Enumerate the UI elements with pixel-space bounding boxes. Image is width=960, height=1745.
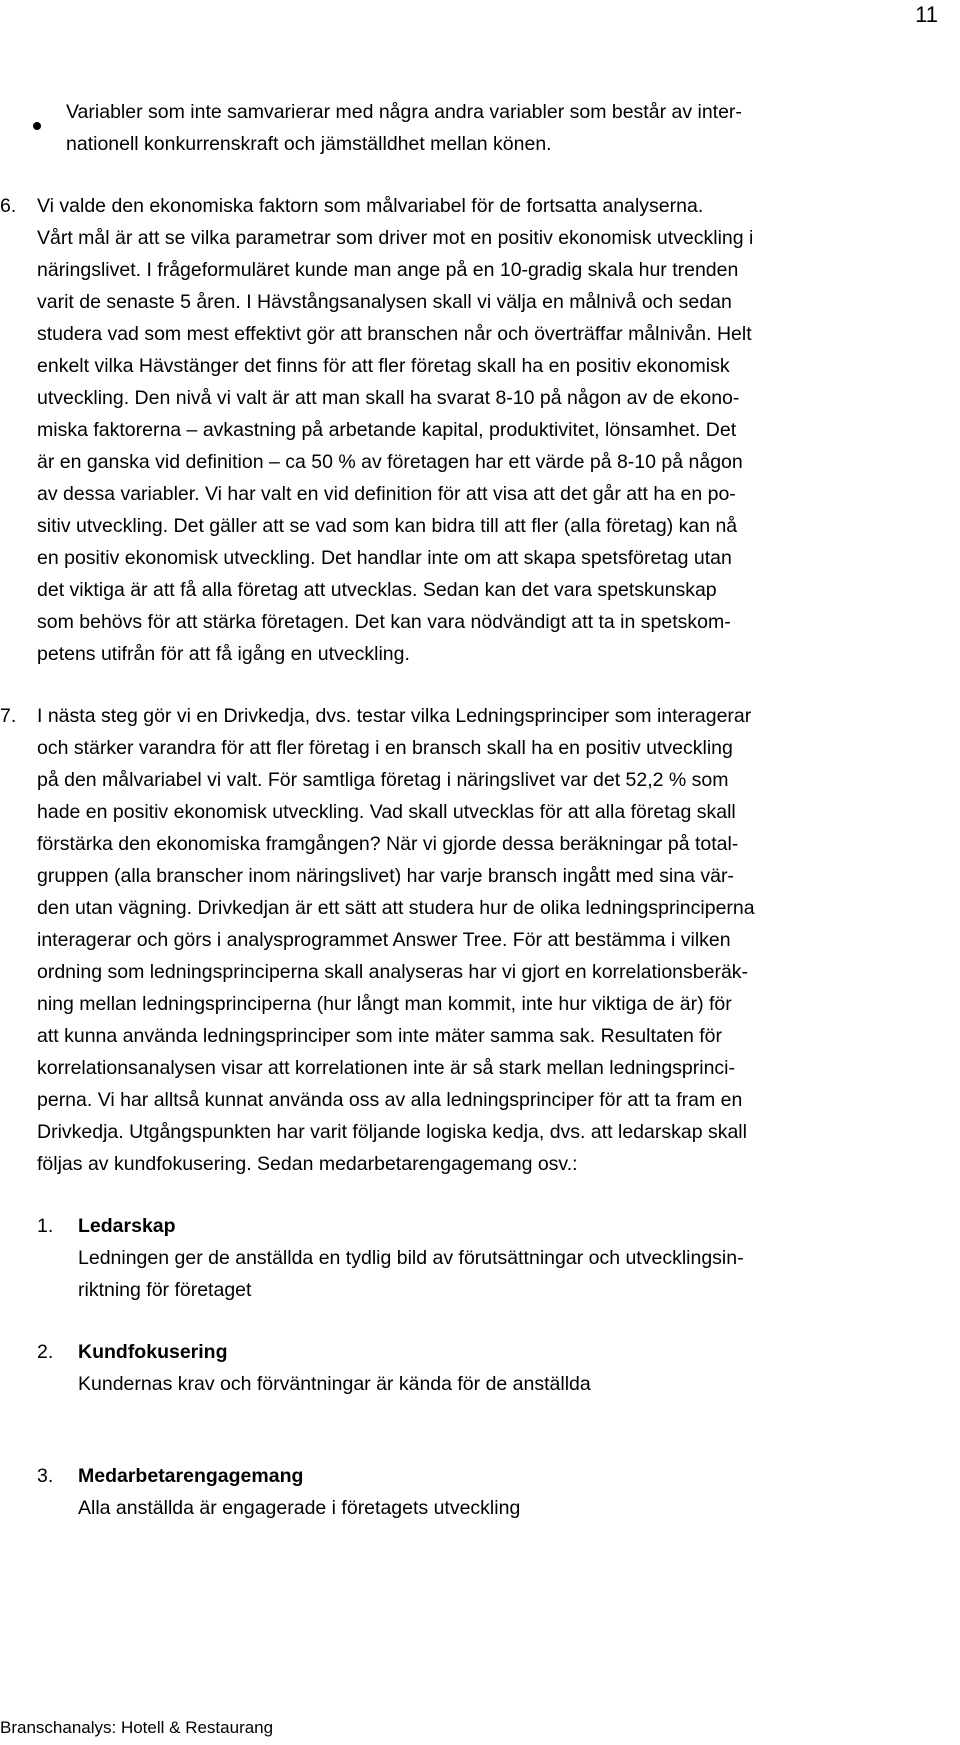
- item6-line-14: som behövs för att stärka företagen. Det kan vara nödvändigt att ta in spetskom-: [37, 611, 731, 633]
- chain-title: Kundfokusering: [78, 1341, 228, 1363]
- bullet-line-1: Variabler som inte samvarierar med några andra variabler som består av inter-: [66, 101, 742, 123]
- item6-line-5: studera vad som mest effektivt gör att branschen når och överträffar målnivån. Helt: [37, 323, 752, 345]
- item7-line-11: att kunna använda ledningsprinciper som inte mäter samma sak. Resultaten för: [37, 1025, 723, 1047]
- item6-line-15: petens utifrån för att få igång en utveckling.: [37, 643, 410, 665]
- item-number: 7.: [0, 705, 17, 727]
- chain-desc-line-1: Kundernas krav och förväntningar är kända för de anställda: [78, 1373, 591, 1395]
- page-footer: Branschanalys: Hotell & Restaurang: [0, 1718, 274, 1737]
- item6-line-9: är en ganska vid definition – ca 50 % av företagen har ett värde på 8-10 på någon: [37, 451, 743, 473]
- item7-line-15: följas av kundfokusering. Sedan medarbetarengagemang osv.:: [37, 1153, 578, 1175]
- chain-desc-line-1: Alla anställda är engagerade i företagets utveckling: [78, 1497, 521, 1519]
- item7-line-5: förstärka den ekonomiska framgången? När vi gjorde dessa beräkningar på total-: [37, 833, 739, 855]
- chain-desc-line-1: Ledningen ger de anställda en tydlig bild av förutsättningar och utvecklingsin-: [78, 1247, 744, 1269]
- item6-line-3: näringslivet. I frågeformuläret kunde man ange på en 10-gradig skala hur trenden: [37, 259, 739, 281]
- item7-line-3: på den målvariabel vi valt. För samtliga företag i näringslivet var det 52,2 % som: [37, 769, 729, 791]
- item7-line-12: korrelationsanalysen visar att korrelationen inte är så stark mellan ledningsprinci-: [37, 1057, 736, 1079]
- item7-line-10: ning mellan ledningsprinciperna (hur långt man kommit, inte hur viktiga de är) för: [37, 993, 732, 1015]
- chain-number: 3.: [37, 1465, 54, 1487]
- chain-desc-line-2: riktning för företaget: [78, 1279, 252, 1301]
- item6-line-11: sitiv utveckling. Det gäller att se vad som kan bidra till att fler (alla företag) kan nå: [37, 515, 738, 537]
- item6-line-12: en positiv ekonomisk utveckling. Det handlar inte om att skapa spetsföretag utan: [37, 547, 732, 569]
- item6-line-1: Vi valde den ekonomiska faktorn som målvariabel för de fortsatta analyserna.: [37, 195, 704, 217]
- item6-line-6: enkelt vilka Hävstänger det finns för att fler företag skall ha en positiv ekonomisk: [37, 355, 730, 377]
- item7-line-2: och stärker varandra för att fler företag i en bransch skall ha en positiv utveckling: [37, 737, 733, 759]
- item7-line-9: ordning som ledningsprinciperna skall analyseras har vi gjort en korrelationsberäk-: [37, 961, 749, 983]
- item7-line-13: perna. Vi har alltså kunnat använda oss av alla ledningsprinciper för att ta fram en: [37, 1089, 743, 1111]
- item7-line-14: Drivkedja. Utgångspunkten har varit följande logiska kedja, dvs. att ledarskap skall: [37, 1121, 747, 1143]
- page-number: 11: [915, 2, 938, 27]
- item6-line-8: miska faktorerna – avkastning på arbetande kapital, produktivitet, lönsamhet. Det: [37, 419, 737, 441]
- item-number: 6.: [0, 195, 17, 217]
- chain-title: Ledarskap: [78, 1215, 176, 1237]
- item7-line-8: interagerar och görs i analysprogrammet Answer Tree. För att bestämma i vilken: [37, 929, 731, 951]
- item6-line-13: det viktiga är att få alla företag att utvecklas. Sedan kan det vara spetskunskap: [37, 579, 717, 601]
- item7-line-4: hade en positiv ekonomisk utveckling. Vad skall utvecklas för att alla företag skall: [37, 801, 736, 823]
- bullet-dot-icon: [33, 122, 41, 130]
- item7-line-6: gruppen (alla branscher inom näringslivet) har varje bransch ingått med sina vär-: [37, 865, 734, 887]
- item6-line-10: av dessa variabler. Vi har valt en vid definition för att visa att det går att ha en po-: [37, 483, 736, 505]
- item7-line-7: den utan vägning. Drivkedjan är ett sätt att studera hur de olika ledningsprinciperna: [37, 897, 755, 919]
- chain-title: Medarbetarengagemang: [78, 1465, 304, 1487]
- item6-line-7: utveckling. Den nivå vi valt är att man skall ha svarat 8-10 på någon av de ekono-: [37, 387, 740, 409]
- chain-number: 2.: [37, 1341, 54, 1363]
- bullet-line-2: nationell konkurrenskraft och jämställdhet mellan könen.: [66, 133, 552, 155]
- item6-line-2: Vårt mål är att se vilka parametrar som driver mot en positiv ekonomisk utveckling i: [37, 227, 754, 249]
- chain-number: 1.: [37, 1215, 54, 1237]
- item7-line-1: I nästa steg gör vi en Drivkedja, dvs. testar vilka Ledningsprinciper som interagerar: [37, 705, 752, 727]
- item6-line-4: varit de senaste 5 åren. I Hävstångsanalysen skall vi välja en målnivå och sedan: [37, 291, 732, 313]
